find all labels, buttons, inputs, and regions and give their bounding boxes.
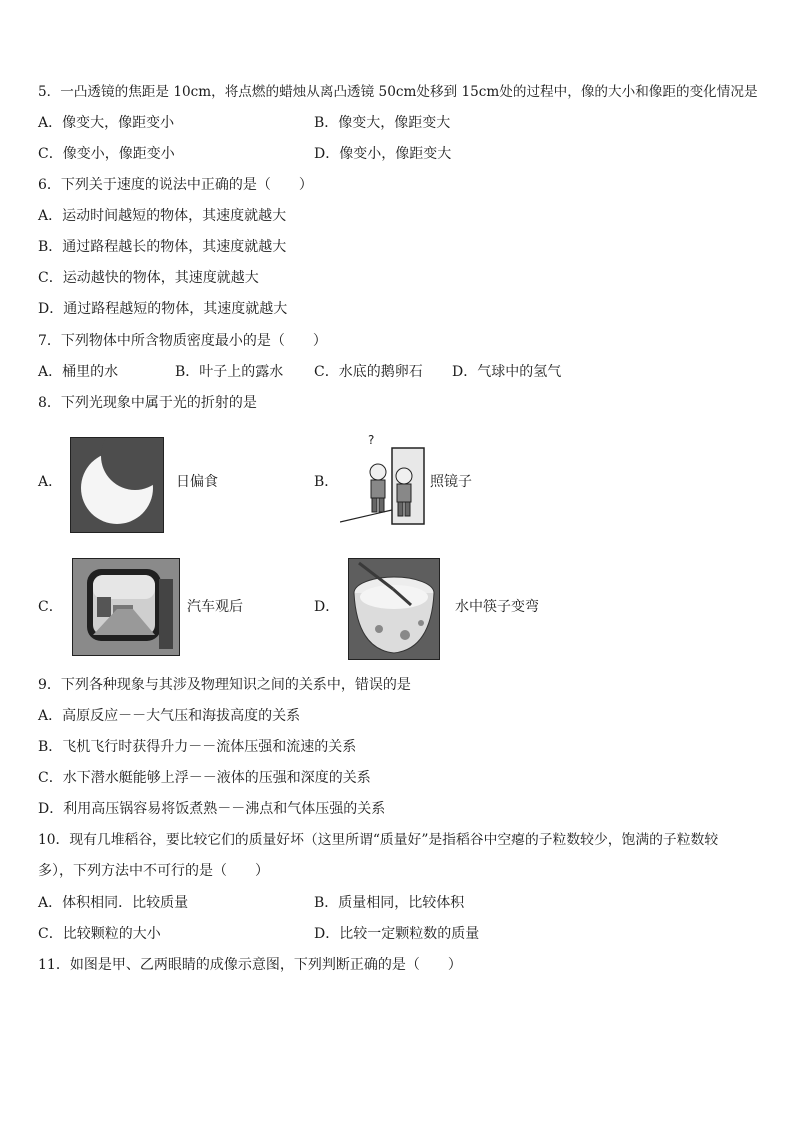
chopsticks-in-water-image: [348, 558, 440, 660]
question-5-option-a: A．像变大，像距变小: [38, 115, 175, 131]
question-mark: ?: [368, 433, 375, 447]
question-7-option-a: A．桶里的水: [38, 364, 119, 380]
question-8-option-a-letter: A．: [38, 474, 63, 490]
question-8-option-c-caption: 汽车观后: [187, 599, 243, 615]
solar-eclipse-image: [70, 437, 164, 533]
question-9-option-b: B．飞机飞行时获得升力－－流体压强和流速的关系: [38, 739, 357, 755]
question-10-stem-line-1: 10．现有几堆稻谷，要比较它们的质量好坏（这里所谓“质量好”是指稻谷中空瘪的子粒数较少，饱满的子粒数较: [38, 832, 719, 848]
question-10-option-c: C．比较颗粒的大小: [38, 926, 161, 942]
question-6-option-a: A．运动时间越短的物体，其速度就越大: [38, 208, 287, 224]
question-6-stem: 6．下列关于速度的说法中正确的是（ ）: [38, 177, 313, 193]
question-5-option-d: D．像变小，像距变大: [314, 146, 452, 162]
question-8-option-b-caption: 照镜子: [430, 474, 472, 490]
question-9-option-d: D．利用高压锅容易将饭煮熟－－沸点和气体压强的关系: [38, 801, 386, 817]
question-10-option-b: B．质量相同，比较体积: [314, 895, 465, 911]
question-8-option-d-caption: 水中筷子变弯: [455, 599, 539, 615]
question-7-option-d: D．气球中的氢气: [452, 364, 562, 380]
question-5-option-b: B．像变大，像距变大: [314, 115, 451, 131]
car-rearview-mirror-image: [72, 558, 180, 656]
question-8-option-a-caption: 日偏食: [176, 474, 218, 490]
question-7-option-b: B．叶子上的露水: [175, 364, 284, 380]
question-6-option-b: B．通过路程越长的物体，其速度就越大: [38, 239, 287, 255]
question-9-stem: 9．下列各种现象与其涉及物理知识之间的关系中，错误的是: [38, 677, 411, 693]
question-8-option-b-letter: B．: [314, 474, 339, 490]
question-9-option-a: A．高原反应－－大气压和海拔高度的关系: [38, 708, 301, 724]
question-10-stem-line-2: 多），下列方法中不可行的是（ ）: [38, 863, 269, 879]
question-10-option-d: D．比较一定颗粒数的质量: [314, 926, 480, 942]
question-11-stem: 11．如图是甲、乙两眼睛的成像示意图，下列判断正确的是（ ）: [38, 957, 462, 973]
question-9-option-c: C．水下潜水艇能够上浮－－液体的压强和深度的关系: [38, 770, 371, 786]
question-8-option-c-letter: C．: [38, 599, 63, 615]
question-7-stem: 7．下列物体中所含物质密度最小的是（ ）: [38, 333, 327, 349]
question-8-stem: 8．下列光现象中属于光的折射的是: [38, 395, 257, 411]
question-8-option-d-letter: D．: [314, 599, 340, 615]
question-6-option-c: C．运动越快的物体，其速度就越大: [38, 270, 259, 286]
question-7-option-c: C．水底的鹅卵石: [314, 364, 423, 380]
mirror-cartoon-image: [340, 432, 426, 526]
question-6-option-d: D．通过路程越短的物体，其速度就越大: [38, 301, 288, 317]
question-5-stem: 5．一凸透镜的焦距是 10cm，将点燃的蜡烛从离凸透镜 50cm处移到 15cm处的过程中，像的大小和像距的变化情况是: [38, 84, 758, 100]
question-10-option-a: A．体积相同．比较质量: [38, 895, 189, 911]
question-5-option-c: C．像变小，像距变小: [38, 146, 175, 162]
